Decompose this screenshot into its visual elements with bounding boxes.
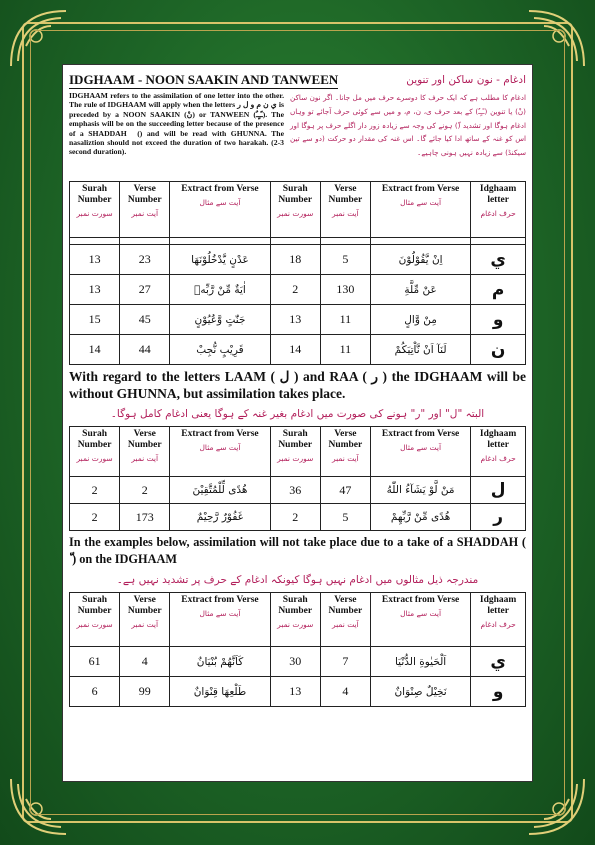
header-letter: Idghaam letter حرف ادغام	[471, 593, 526, 647]
header-extract: Extract from Verse آیت سے مثال	[170, 427, 270, 477]
table-row: 2 2 هُدًى لِّلْمُتَّقِيْنَ 36 47 مَنْ لَّوْ يَشَآءُ اللّٰهُ ل	[70, 477, 526, 504]
table-no-assimilation	[69, 592, 526, 707]
header-extract: Extract from Verse آیت سے مثال	[370, 182, 470, 238]
table-row: 13 27 اٰيَةٌ مِّنْ رَّبِّهٖ 2 130 عَنْ مِّلَّةِ م	[70, 275, 526, 305]
header-surah: Surah Number سورت نمبر	[270, 182, 320, 238]
header-letter: Idghaam letter حرف ادغام	[471, 182, 526, 238]
header-surah: Surah Number سورت نمبر	[70, 182, 120, 238]
table-row: 2 173 غَفُوْرٌ رَّحِيْمٌ 2 5 هُدًى مِّنْ رَّبِّهِمْ ر	[70, 504, 526, 531]
header-verse: Verse Number آیت نمبر	[120, 593, 170, 647]
note-shaddah-urdu: مندرجہ ذیل مثالوں میں ادغام نہیں ہوگا کیونکہ ادغام کے حرف پر تشدید نہیں ہے۔	[116, 574, 479, 586]
table-row: 6 99 طَلْعِهَا قِنْوَانٌ 13 4 نَخِيْلٌ صِنْوَانٌ و	[70, 677, 526, 707]
intro	[69, 91, 526, 179]
intro-english: IDGHAAM refers to the assimilation of one letter into the other. The rule of IDGHAAM will apply when the letters ي ن م و ل ر is preceded by a NOON SAAKIN (نْ) or TANWEEN (ـًـٍـٌ). The emphasis will be on the succeeding letter because of the presence of a SHADDAH (ّ) and will be read with GHUNNA. The nasaliztion should not exceed the duration of two harakah. (2-3 second duration).	[69, 91, 284, 157]
header-surah: Surah Number سورت نمبر	[70, 427, 120, 477]
header-surah: Surah Number سورت نمبر	[270, 593, 320, 647]
header-verse: Verse Number آیت نمبر	[320, 182, 370, 238]
page-title: IDGHAAM - NOON SAAKIN AND TANWEEN	[69, 71, 339, 87]
page-title-urdu: ادغام - نون ساکن اور تنوین	[406, 74, 526, 86]
table-row: 14 44 قَرِيْبٍ نُّجِبْ 14 11 لَنَآ اَنْ نَّاْتِيَكُمْ ن	[70, 335, 526, 365]
intro-urdu: ادغام کا مطلب ہے کہ ایک حرف کا دوسرے حرف میں مل جانا۔ اگر نون ساکن (نْ) یا تنوین (ـًـٍـٌ) کے بعد حرف ی، ن، م، و میں سے کوئی حرف آجائے تو وہاں ادغام ہوگا اور تشدید (ّ) ہونے کی وجہ سے زیادہ زور دار اگلے حرف پر ہوگا اور اس کو غنہ کے ساتھ ادا کیا جائے گا۔ اس غنہ کی مقدار دو حرکت (دو سے تین سیکنڈ) سے زیادہ نہیں ہونی چاہیے۔	[290, 93, 526, 158]
note-laam-raa: With regard to the letters LAAM ( ل ) and RAA ( ر ) the IDGHAAM will be without GHUNNA, but assimilation takes place.	[69, 369, 526, 401]
table-row: 61 4 كَاَنَّهُمْ بُنْيَانٌ 30 7 اَلْحَيٰوةِ الدُّنْيَا ي	[70, 647, 526, 677]
header-verse: Verse Number آیت نمبر	[120, 182, 170, 238]
header-letter: Idghaam letter حرف ادغام	[471, 427, 526, 477]
header-extract: Extract from Verse آیت سے مثال	[170, 182, 270, 238]
header-extract: Extract from Verse آیت سے مثال	[370, 593, 470, 647]
content-page	[62, 64, 533, 782]
header-verse: Verse Number آیت نمبر	[320, 593, 370, 647]
header-verse: Verse Number آیت نمبر	[120, 427, 170, 477]
header-extract: Extract from Verse آیت سے مثال	[170, 593, 270, 647]
header-verse: Verse Number آیت نمبر	[320, 427, 370, 477]
header-surah: Surah Number سورت نمبر	[70, 593, 120, 647]
table-row: 15 45 جَنّٰتٍ وَّعُيُوْنٍ 13 11 مِنْ وَّالٍ و	[70, 305, 526, 335]
title-row	[69, 69, 526, 91]
table-with-ghunna	[69, 181, 526, 365]
table-row: 13 23 عَدْنٍ يَّدْخُلُوْنَهَا 18 5 اِنْ يَّقُوْلُوْنَ ي	[70, 245, 526, 275]
table-without-ghunna	[69, 426, 526, 531]
header-extract: Extract from Verse آیت سے مثال	[370, 427, 470, 477]
note-laam-raa-urdu: البتہ "ل" اور "ر" ہونے کی صورت میں ادغام بغیر غنہ کے ہوگا یعنی ادغام کامل ہوگا۔	[110, 408, 485, 420]
note-shaddah: In the examples below, assimilation will not take place due to a take of a SHADDAH ( ّ ) on the IDGHAAM	[69, 535, 526, 566]
header-surah: Surah Number سورت نمبر	[270, 427, 320, 477]
